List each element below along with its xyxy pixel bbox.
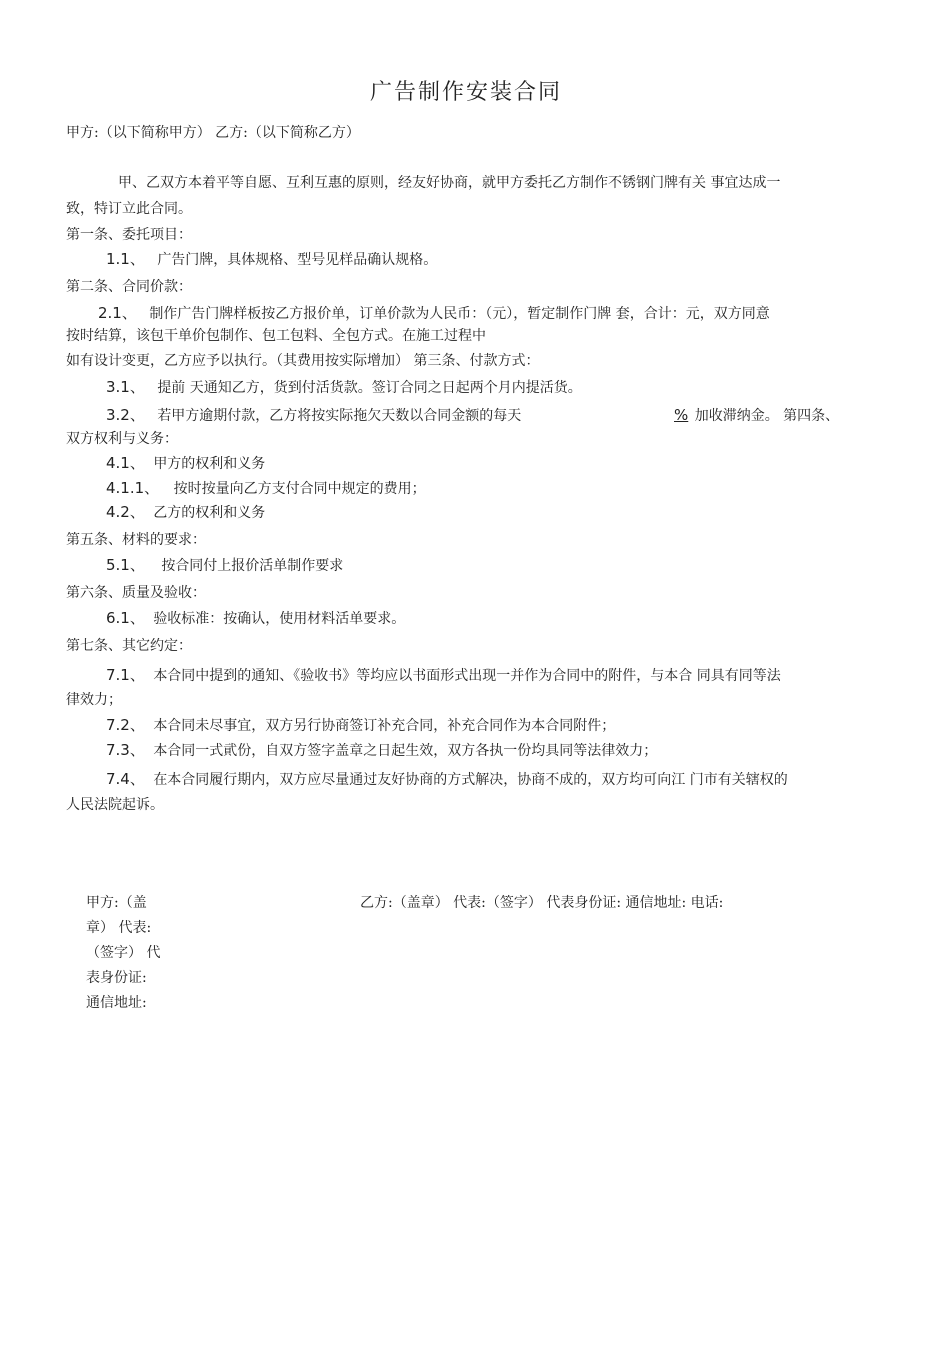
clause-number: 1.1、	[106, 250, 145, 268]
clause-7-2	[106, 715, 615, 736]
clause-text: 按时按量向乙方支付合同中规定的费用；	[173, 481, 426, 497]
clause-3-2-percent	[674, 405, 839, 426]
clause-text: 甲方的权利和义务	[153, 456, 266, 472]
clause-7-3	[106, 740, 657, 761]
parties-line: 甲方:（以下简称甲方） 乙方:（以下简称乙方）	[66, 125, 360, 141]
clause-text: 本合同中提到的通知、《验收书》等均应以书面形式出现一并作为合同中的附件，与本合 同具有同等法	[153, 668, 781, 684]
intro-line-2: 致，特订立此合同。	[66, 201, 192, 217]
clause-2-1-continued-2: 如有设计变更，乙方应予以执行。（其费用按实际增加） 第三条、付款方式：	[66, 353, 540, 369]
party-a-signature-line: 章） 代表:	[86, 920, 152, 936]
clause-number: 7.4、	[106, 770, 145, 788]
clause-number: 4.1、	[106, 454, 145, 472]
clause-7-1-continued: 律效力；	[66, 692, 122, 708]
clause-7-4-continued: 人民法院起诉。	[66, 797, 164, 813]
clause-4-1-1	[106, 478, 426, 499]
clause-text: 验收标准：按确认，使用材料活单要求。	[153, 611, 406, 627]
intro-line-1: 甲、乙双方本着平等自愿、互利互惠的原则，经友好协商，就甲方委托乙方制作不锈钢门牌有关 事宜达成一	[118, 175, 781, 191]
clause-2-1-continued: 按时结算，该包干单价包制作、包工包料、全包方式。在施工过程中	[66, 328, 486, 344]
article-2-heading: 第二条、合同价款：	[66, 279, 192, 295]
article-4-heading-continued: 双方权利与义务：	[66, 431, 178, 447]
clause-number: 5.1、	[106, 556, 145, 574]
clause-text: 乙方的权利和义务	[153, 505, 266, 521]
clause-text: 制作广告门牌样板按乙方报价单，订单价款为人民币：（元），暂定制作门牌 套，合计：元，双方同意	[149, 306, 770, 322]
clause-number: 2.1、	[98, 304, 137, 322]
party-a-signature-line: 甲方:（盖	[86, 895, 147, 911]
clause-number: 3.2、	[106, 406, 145, 424]
clause-text: 按合同付上报价活单制作要求	[161, 558, 344, 574]
article-6-heading: 第六条、质量及验收：	[66, 585, 206, 601]
clause-2-1	[98, 303, 770, 324]
clause-text: 广告门牌，具体规格、型号见样品确认规格。	[157, 252, 438, 268]
clause-7-1	[106, 665, 781, 686]
clause-text-tail: 加收滞纳金。 第四条、	[694, 408, 840, 424]
clause-text: 本合同一式貮份，自双方签字盖章之日起生效，双方各执一份均具同等法律效力；	[153, 743, 658, 759]
clause-text: 若甲方逾期付款，乙方将按实际拖欠天数以合同金额的每天	[157, 408, 522, 424]
clause-3-1	[106, 377, 582, 398]
party-a-signature-line: 表身份证:	[86, 970, 147, 986]
clause-number: 4.2、	[106, 503, 145, 521]
party-a-signature-line: （签字） 代	[86, 945, 161, 961]
clause-7-4	[106, 769, 788, 790]
clause-6-1	[106, 608, 405, 629]
clause-text: 在本合同履行期内，双方应尽量通过友好协商的方式解决，协商不成的，双方均可向江 门市有关辖权的	[153, 772, 788, 788]
clause-number: 4.1.1、	[106, 479, 160, 497]
document-title: 广告制作安装合同	[370, 80, 563, 105]
article-7-heading: 第七条、其它约定：	[66, 638, 192, 654]
clause-text: 提前 天通知乙方，货到付活货款。签订合同之日起两个月内提活货。	[157, 380, 582, 396]
clause-3-2	[106, 405, 521, 426]
clause-number: 7.3、	[106, 741, 145, 759]
clause-number: 3.1、	[106, 378, 145, 396]
party-b-signature-line: 乙方:（盖章） 代表:（签字） 代表身份证: 通信地址: 电话:	[360, 895, 724, 911]
article-5-heading: 第五条、材料的要求：	[66, 532, 206, 548]
clause-5-1	[106, 555, 343, 576]
clause-4-2	[106, 502, 265, 523]
percent-sign: %	[674, 406, 689, 424]
clause-text: 本合同未尽事宜，双方另行协商签订补充合同，补充合同作为本合同附件；	[153, 718, 616, 734]
clause-number: 7.1、	[106, 666, 145, 684]
party-a-signature-line: 通信地址:	[86, 995, 147, 1011]
article-1-heading: 第一条、委托项目：	[66, 227, 192, 243]
clause-number: 7.2、	[106, 716, 145, 734]
clause-1-1	[106, 249, 437, 270]
clause-number: 6.1、	[106, 609, 145, 627]
clause-4-1	[106, 453, 265, 474]
